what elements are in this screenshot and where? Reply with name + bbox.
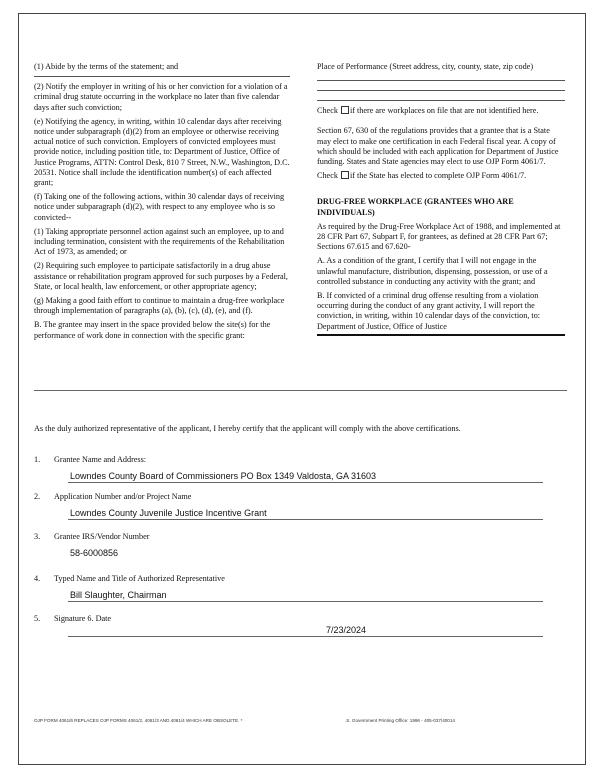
place-line-1[interactable]	[317, 80, 565, 81]
underline	[34, 76, 290, 77]
footer-form-note: OJP FORM 4061/6 REPLACES OJP FORMS 4061/2, 4061/3 AND 4061/4 WHICH ARE OBSOLETE. *	[34, 718, 243, 723]
authorized-rep-value[interactable]: Bill Slaughter, Chairman	[70, 590, 167, 600]
place-of-performance-label: Place of Performance (Street address, city, county, state, zip code)	[317, 62, 534, 71]
field-number: 2.	[34, 492, 41, 501]
field-number: 1.	[34, 455, 41, 464]
left-item-1: (1) Abide by the terms of the statement; and	[34, 62, 179, 71]
date-value[interactable]: 7/23/2024	[326, 625, 367, 635]
field-number: 3.	[34, 532, 41, 541]
project-name-value[interactable]: Lowndes County Juvenile Justice Incentive Grant	[70, 508, 267, 518]
field-label: Typed Name and Title of Authorized Representative	[54, 574, 225, 583]
field-label: Signature 6. Date	[54, 614, 112, 623]
left-column	[34, 62, 290, 345]
section-divider	[317, 334, 565, 336]
field-label: Grantee Name and Address:	[54, 455, 147, 464]
left-item-f2: (2) Requiring such employee to participate satisfactorily in a drug abuse assistance or rehabilitation program approved for such purposes by a Federal, State, or local health, law enforcement, or other appropriate agency;	[34, 261, 288, 291]
check-label-1: if there are workplaces on file that are not identified here.	[349, 106, 539, 116]
field-number: 4.	[34, 574, 41, 583]
left-item-b: B. The grantee may insert in the space provided below the site(s) for the performance of work done in connection with the specific grant:	[34, 320, 271, 340]
vendor-number-value[interactable]: 58-6000856	[70, 548, 119, 558]
individuals-intro: As required by the Drug-Free Workplace Act of 1988, and implemented at 28 CFR Part 67, Subpart F, for grantees, as defined at 28 CFR Part 67; Sections 67.615 and 67.620-	[317, 221, 561, 252]
grantee-name-value[interactable]: Lowndes County Board of Commissioners PO Box 1349 Valdosta, GA 31603	[70, 471, 377, 481]
site-entry-line[interactable]	[34, 390, 567, 391]
field-number: 5.	[34, 614, 41, 623]
left-item-2: (2) Notify the employer in writing of his or her conviction for a violation of a criminal drug statute occurring in the workplace no later than five calendar days after such conviction;	[34, 82, 288, 112]
field-underline	[68, 482, 543, 483]
left-item-e: (e) Notifying the agency, in writing, within 10 calendar days after receiving notice under subparagraph (d)(2) from an employee or otherwise receiving actual notice of such conviction. Employers of convicted employees must provide notice, including position title, to: Department of Justice, Office of Justice Programs, ATTN: Control Desk, 810 7 Street, N.W., Washington, D.C. 20531. Notice shall include the identification number(s) of each affected grant;	[34, 116, 290, 188]
individuals-item-b: B. If convicted of a criminal drug offense resulting from a violation occurring during the conduct of any grant activity, I will report the conviction, in writing, within 10 calendar days of the conviction, to: Department of Justice, Office of Justice	[317, 291, 541, 331]
footer-printing-office: .S. Government Printing Office: 1996 - 405-037/40014	[345, 718, 455, 723]
state-form-checkbox[interactable]	[341, 171, 349, 179]
right-column	[317, 62, 565, 336]
field-label: Grantee IRS/Vendor Number	[54, 532, 150, 541]
certification-statement: As the duly authorized representative of the applicant, I hereby certify that the applicant will comply with the above certifications.	[34, 424, 461, 433]
left-item-f: (f) Taking one of the following actions, within 30 calendar days of receiving notice under subparagraph (d)(2), with respect to any employee who is so convicted--	[34, 192, 285, 222]
individuals-item-a: A. As a condition of the grant, I certify that I will not engage in the unlawful manufacture, distribution, dispensing, possession, or use of a controlled substance in conducting any activity with the grant; and	[317, 256, 548, 286]
check-prefix-1: Check	[317, 106, 338, 116]
place-line-3[interactable]	[317, 100, 565, 101]
field-underline	[68, 519, 543, 520]
workplaces-checkbox[interactable]	[341, 106, 349, 114]
check-prefix-2: Check	[317, 171, 338, 181]
left-item-g: (g) Making a good faith effort to continue to maintain a drug-free workplace through implementation of paragraphs (a), (b), (c), (d), (e), and (f).	[34, 296, 285, 316]
check-label-2: if the State has elected to complete OJP Form 4061/7.	[349, 171, 527, 181]
place-line-2[interactable]	[317, 90, 565, 91]
field-label: Application Number and/or Project Name	[54, 492, 192, 501]
individuals-heading: DRUG-FREE WORKPLACE (GRANTEES WHO ARE INDIVIDUALS)	[317, 197, 514, 217]
left-item-f1: (1) Taking appropriate personnel action against such an employee, up to and including termination, consistent with the requirements of the Rehabilitation Act of 1973, as amended; or	[34, 226, 285, 257]
signature-underline[interactable]	[68, 636, 543, 637]
field-underline	[68, 601, 543, 602]
section-67-text: Section 67, 630 of the regulations provides that a grantee that is a State may elect to make one certification in each Federal fiscal year. A copy of which should be included with each application for Department of Justice funding. States and State agencies may elect to use OJP Form 4061/7.	[317, 126, 559, 167]
